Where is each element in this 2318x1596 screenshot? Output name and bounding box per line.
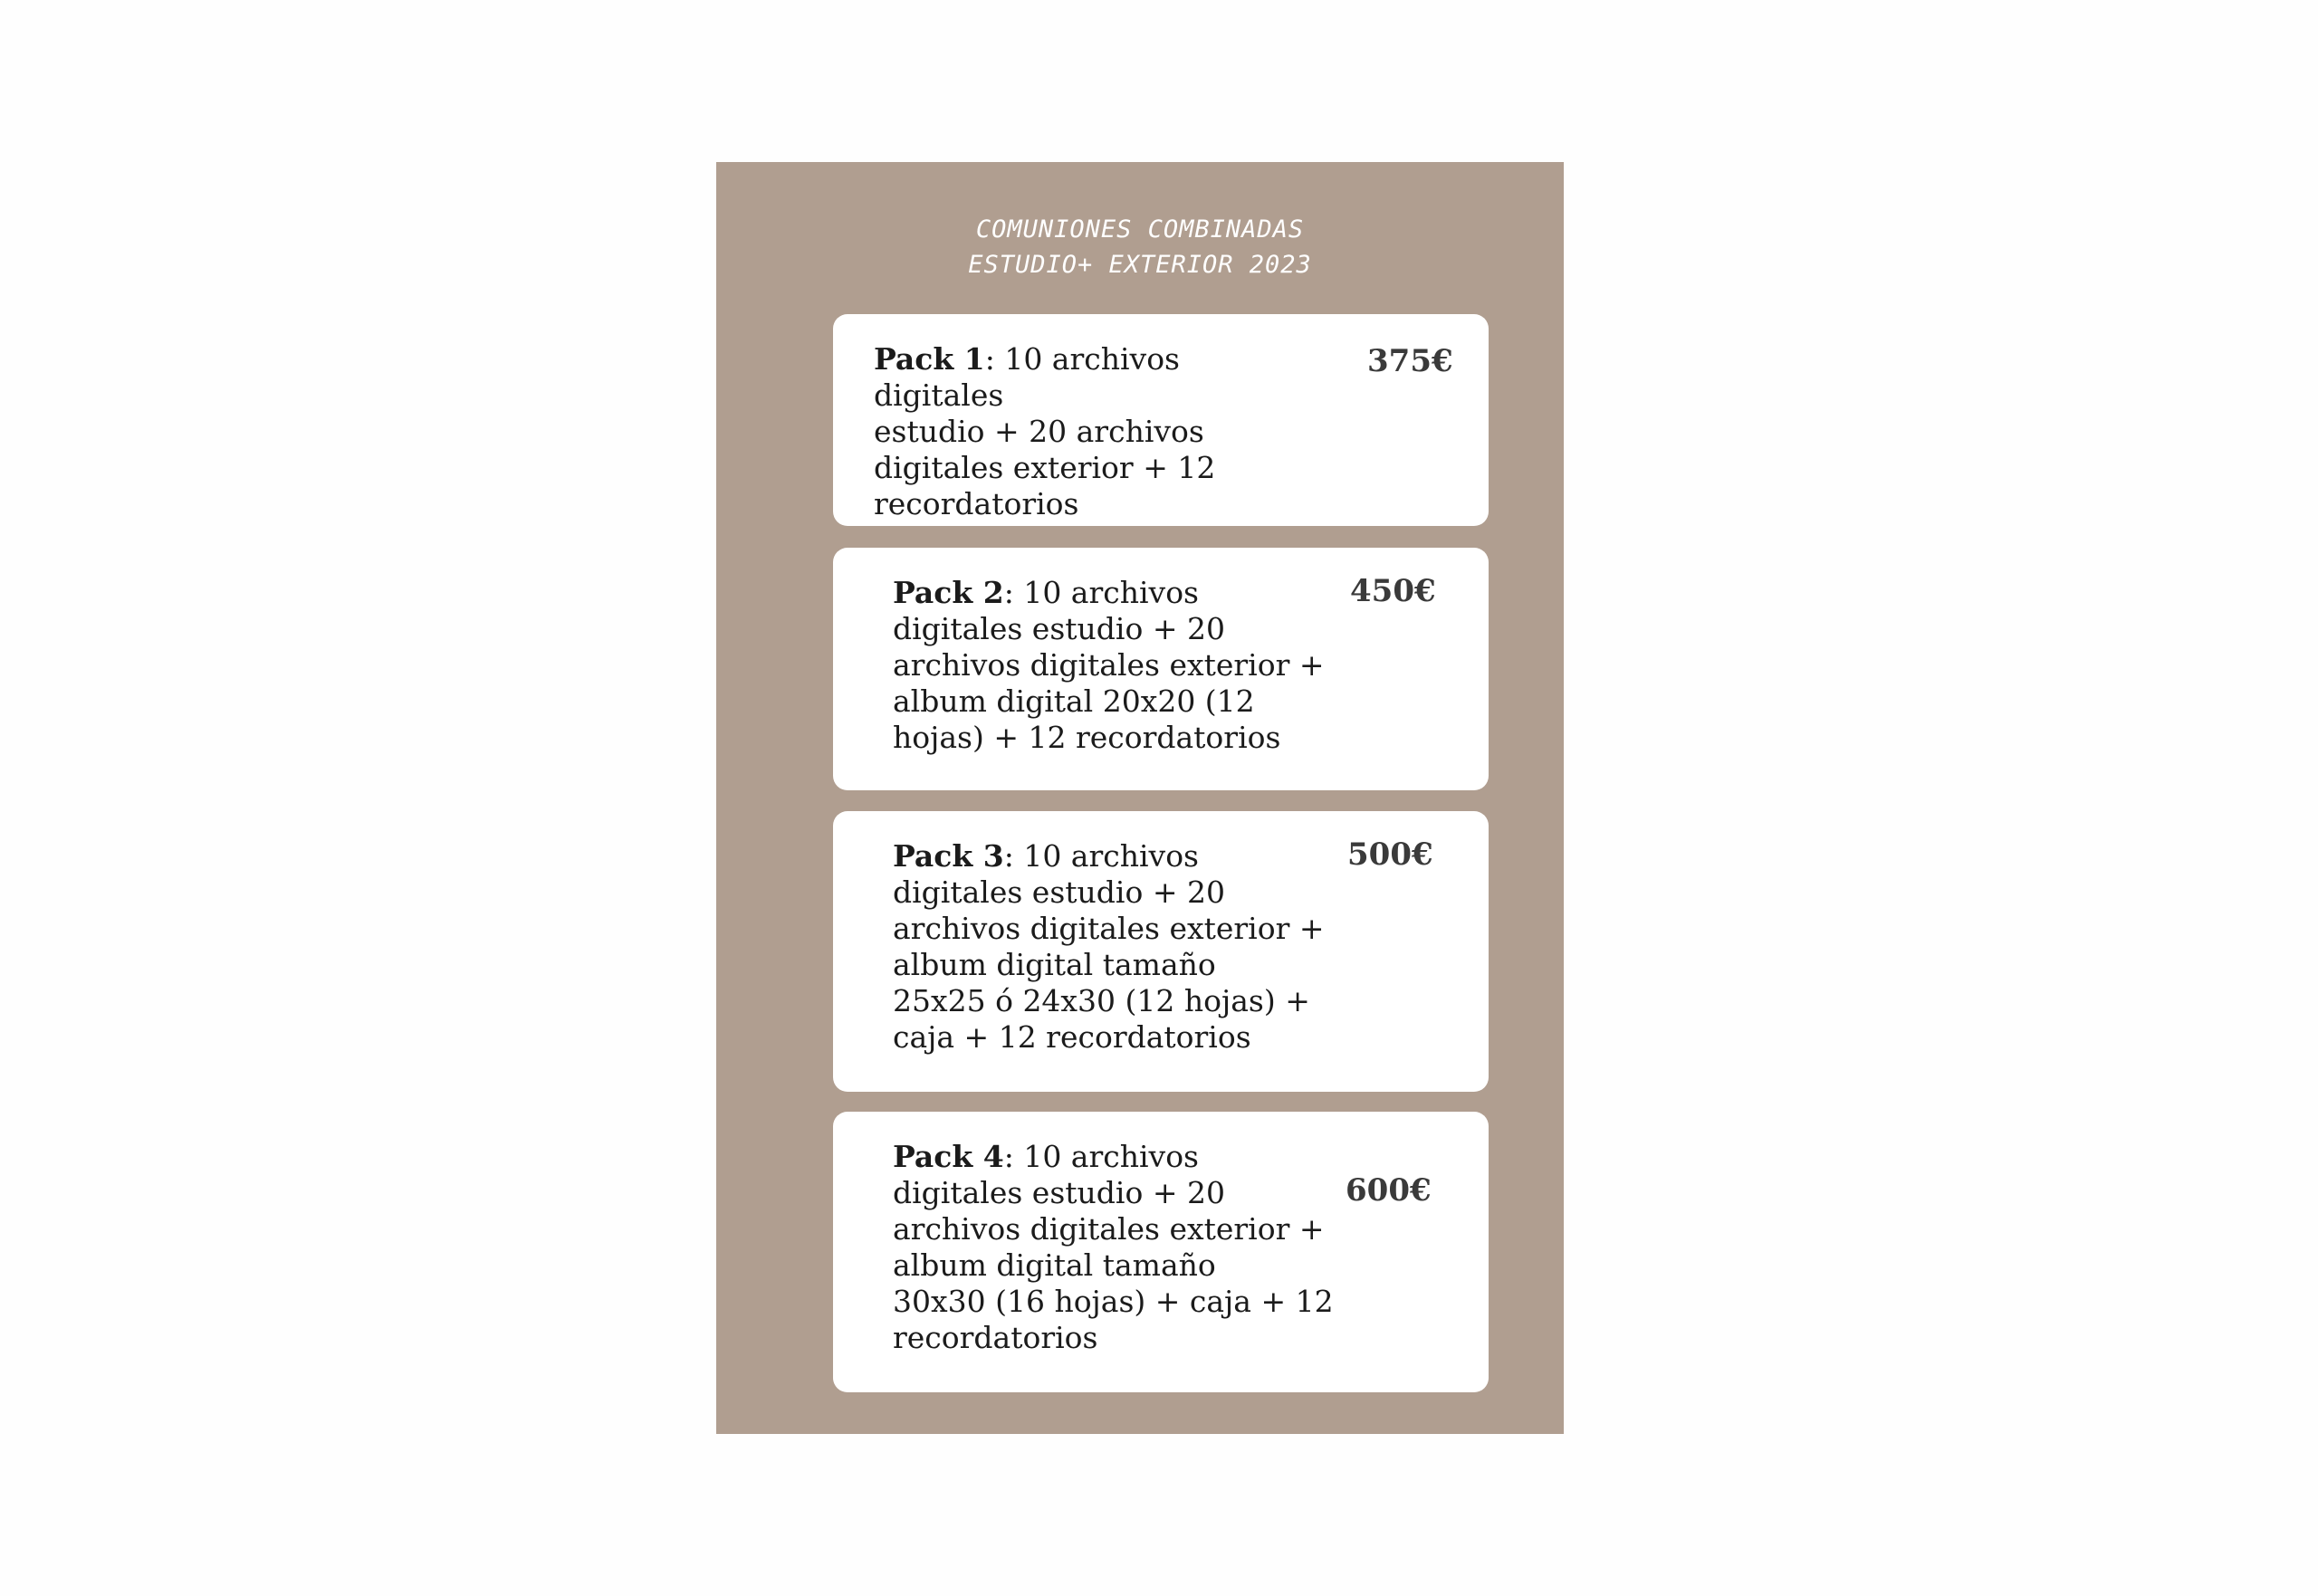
price-list-poster — [716, 162, 1564, 1434]
poster-title — [716, 212, 1564, 282]
pack-description — [893, 1139, 1346, 1356]
pack-description — [893, 838, 1346, 1056]
pack-price: 375€ — [1367, 343, 1453, 379]
pack-description — [893, 575, 1346, 756]
pack-details: : 10 archivos digitales estudio + 20 archivos digitales exterior + album digital tamaño 25x25 ó 24x30 (12 hojas) + caja + 12 recordatorios — [893, 838, 1325, 1055]
pack-details: : 10 archivos digitales estudio + 20 archivos digitales exterior + 12 recordatorios — [874, 341, 1216, 521]
pack-price: 500€ — [1347, 836, 1433, 873]
pack-price: 600€ — [1346, 1172, 1432, 1209]
pack-card-2 — [833, 548, 1489, 790]
pack-name: Pack 4 — [893, 1139, 1004, 1174]
pack-name: Pack 3 — [893, 838, 1004, 874]
title-line-1: COMUNIONES COMBINADAS — [975, 215, 1305, 244]
pack-details: : 10 archivos digitales estudio + 20 archivos digitales exterior + album digital 20x20 (12 hojas) + 12 recordatorios — [893, 575, 1325, 755]
pack-card-3 — [833, 811, 1489, 1092]
title-line-2: ESTUDIO+ EXTERIOR 2023 — [968, 251, 1312, 279]
pack-name: Pack 1 — [874, 341, 985, 377]
pack-description — [874, 341, 1317, 522]
pack-card-4 — [833, 1112, 1489, 1392]
pack-details: : 10 archivos digitales estudio + 20 archivos digitales exterior + album digital tamaño 30x30 (16 hojas) + caja + 12 recordatorios — [893, 1139, 1334, 1355]
pack-price: 450€ — [1350, 573, 1436, 609]
pack-name: Pack 2 — [893, 575, 1004, 610]
pack-card-1 — [833, 314, 1489, 526]
